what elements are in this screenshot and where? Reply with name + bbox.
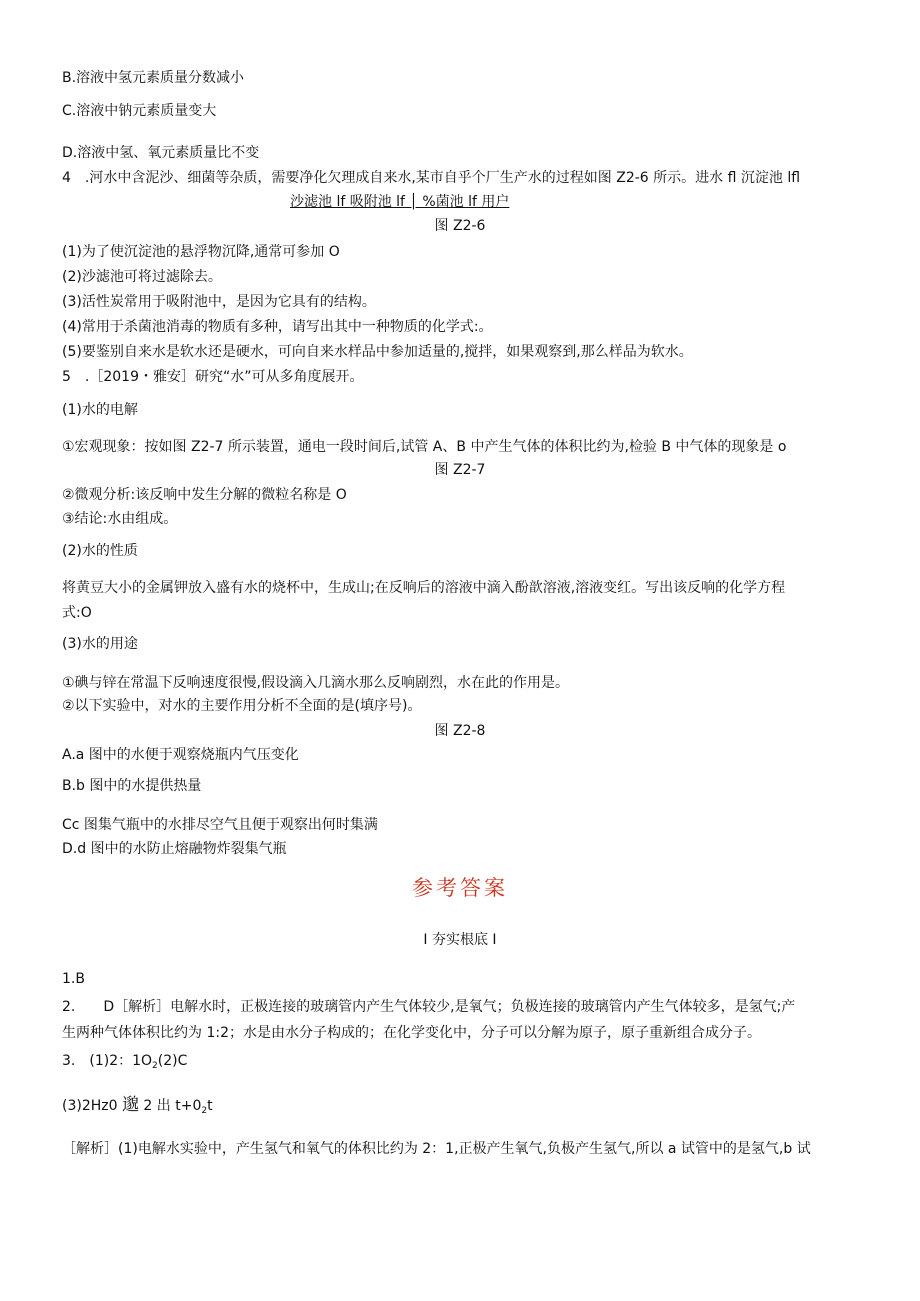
answer-3-text: 3. (1)2：1O <box>62 1053 153 1069</box>
question-5-stem: 5 .［2019・雅安］研究“水”可从多角度展开。 <box>62 369 364 385</box>
section-heading: I 夯实根底 I <box>423 932 497 948</box>
choice-d: D.d 图中的水防止熔融物炸裂集气瓶 <box>62 841 287 857</box>
answer-3-part-3-equation <box>62 1096 213 1120</box>
equation-left: (3)2Hz0 <box>62 1098 122 1114</box>
choice-a: A.a 图中的水便于观察烧瓶内气压变化 <box>62 747 299 763</box>
equation-subscript: 2 <box>201 1106 208 1116</box>
equation-condition-glyph: 邈 <box>121 1095 139 1115</box>
answer-3-part-1-2 <box>62 1052 187 1075</box>
question-5-part-1-heading: (1)水的电解 <box>62 402 138 418</box>
figure-caption-z2-7: 图 Z2-7 <box>434 462 486 478</box>
option-d-line: D.溶液中氢、氧元素质量比不变 <box>62 145 260 161</box>
question-5-part-3a: ①碘与锌在常温下反响速度很慢,假设滴入几滴水那么反响剧烈，水在此的作用是。 <box>62 675 569 691</box>
figure-caption-z2-6: 图 Z2-6 <box>434 218 486 234</box>
answer-3-subscript: 2 <box>152 1061 158 1071</box>
answer-key-title: 参考答案 <box>412 876 508 900</box>
question-4-part-3: (3)活性炭常用于吸附池中，是因为它具有的结构。 <box>62 294 376 310</box>
question-4-stem: 4 .河水中含泥沙、细菌等杂质，需要净化欠理成自来水,某市自乎个厂生产水的过程如图 Z2-6 所示。进水 fl 沉淀池 lfl <box>62 170 801 186</box>
question-4-part-5: (5)要鉴别自来水是软水还是硬水，可向自来水样品中参加适量的,搅拌，如果观察到,那么样品为软水。 <box>62 344 693 360</box>
question-5-part-3-heading: (3)水的用途 <box>62 636 138 652</box>
option-c-line: C.溶液中钠元素质量变大 <box>62 103 217 119</box>
question-5-part-1a: ①宏观现象：按如图 Z2-7 所示装置，通电一段时间后,试管 A、B 中产生气体的体积比约为,检验 B 中气体的现象是 o <box>62 439 787 455</box>
question-5-part-3b: ②以下实验中，对水的主要作用分析不全面的是(填序号)。 <box>62 698 422 714</box>
equation-right: 2 出 t+0 <box>138 1098 202 1114</box>
question-5-part-1b: ②微观分析:该反响中发生分解的微粒名称是 O <box>62 487 347 503</box>
answer-1: 1.B <box>62 971 85 987</box>
equation-end: t <box>207 1098 213 1114</box>
answer-2-line-1: 2. D［解析］电解水时，正极连接的玻璃管内产生气体较少,是氧气；负极连接的玻璃管内产生气体较多，是氢气;产 <box>62 999 796 1015</box>
answer-3-text-end: (2)C <box>157 1053 188 1069</box>
option-b-line: B.溶液中氢元素质量分数减小 <box>62 70 245 86</box>
question-4-part-4: (4)常用于杀菌池消毒的物质有多种，请写出其中一种物质的化学式:。 <box>62 319 493 335</box>
choice-c: Cc 图集气瓶中的水排尽空气且便于观察出何时集满 <box>62 817 378 833</box>
question-5-part-1c: ③结论:水由组成。 <box>62 511 178 527</box>
question-5-part-2-heading: (2)水的性质 <box>62 543 138 559</box>
question-5-part-2-text-2: 式:O <box>62 605 92 621</box>
question-4-process-flow: 沙滤池 lf 吸附池 lf │ %菌池 lf 用户 <box>290 194 510 210</box>
answer-3-explanation: ［解析］(1)电解水实验中，产生氢气和氧气的体积比约为 2：1,正极产生氧气,负极产生氢气,所以 a 试管中的是氢气,b 试 <box>62 1141 811 1157</box>
question-5-part-2-text-1: 将黄豆大小的金属钾放入盛有水的烧杯中，生成山;在反响后的溶液中滴入酚歆溶液,溶液变红。写出该反响的化学方程 <box>62 580 786 596</box>
answer-2-line-2: 生两种气体体积比约为 1:2；水是由水分子构成的；在化学变化中，分子可以分解为原子，原子重新组合成分子。 <box>62 1025 761 1041</box>
question-4-part-1: (1)为了使沉淀池的悬浮物沉降,通常可参加 O <box>62 244 340 260</box>
question-4-part-2: (2)沙滤池可将过滤除去。 <box>62 269 222 285</box>
choice-b: B.b 图中的水提供热量 <box>62 778 202 794</box>
figure-caption-z2-8: 图 Z2-8 <box>434 723 486 739</box>
